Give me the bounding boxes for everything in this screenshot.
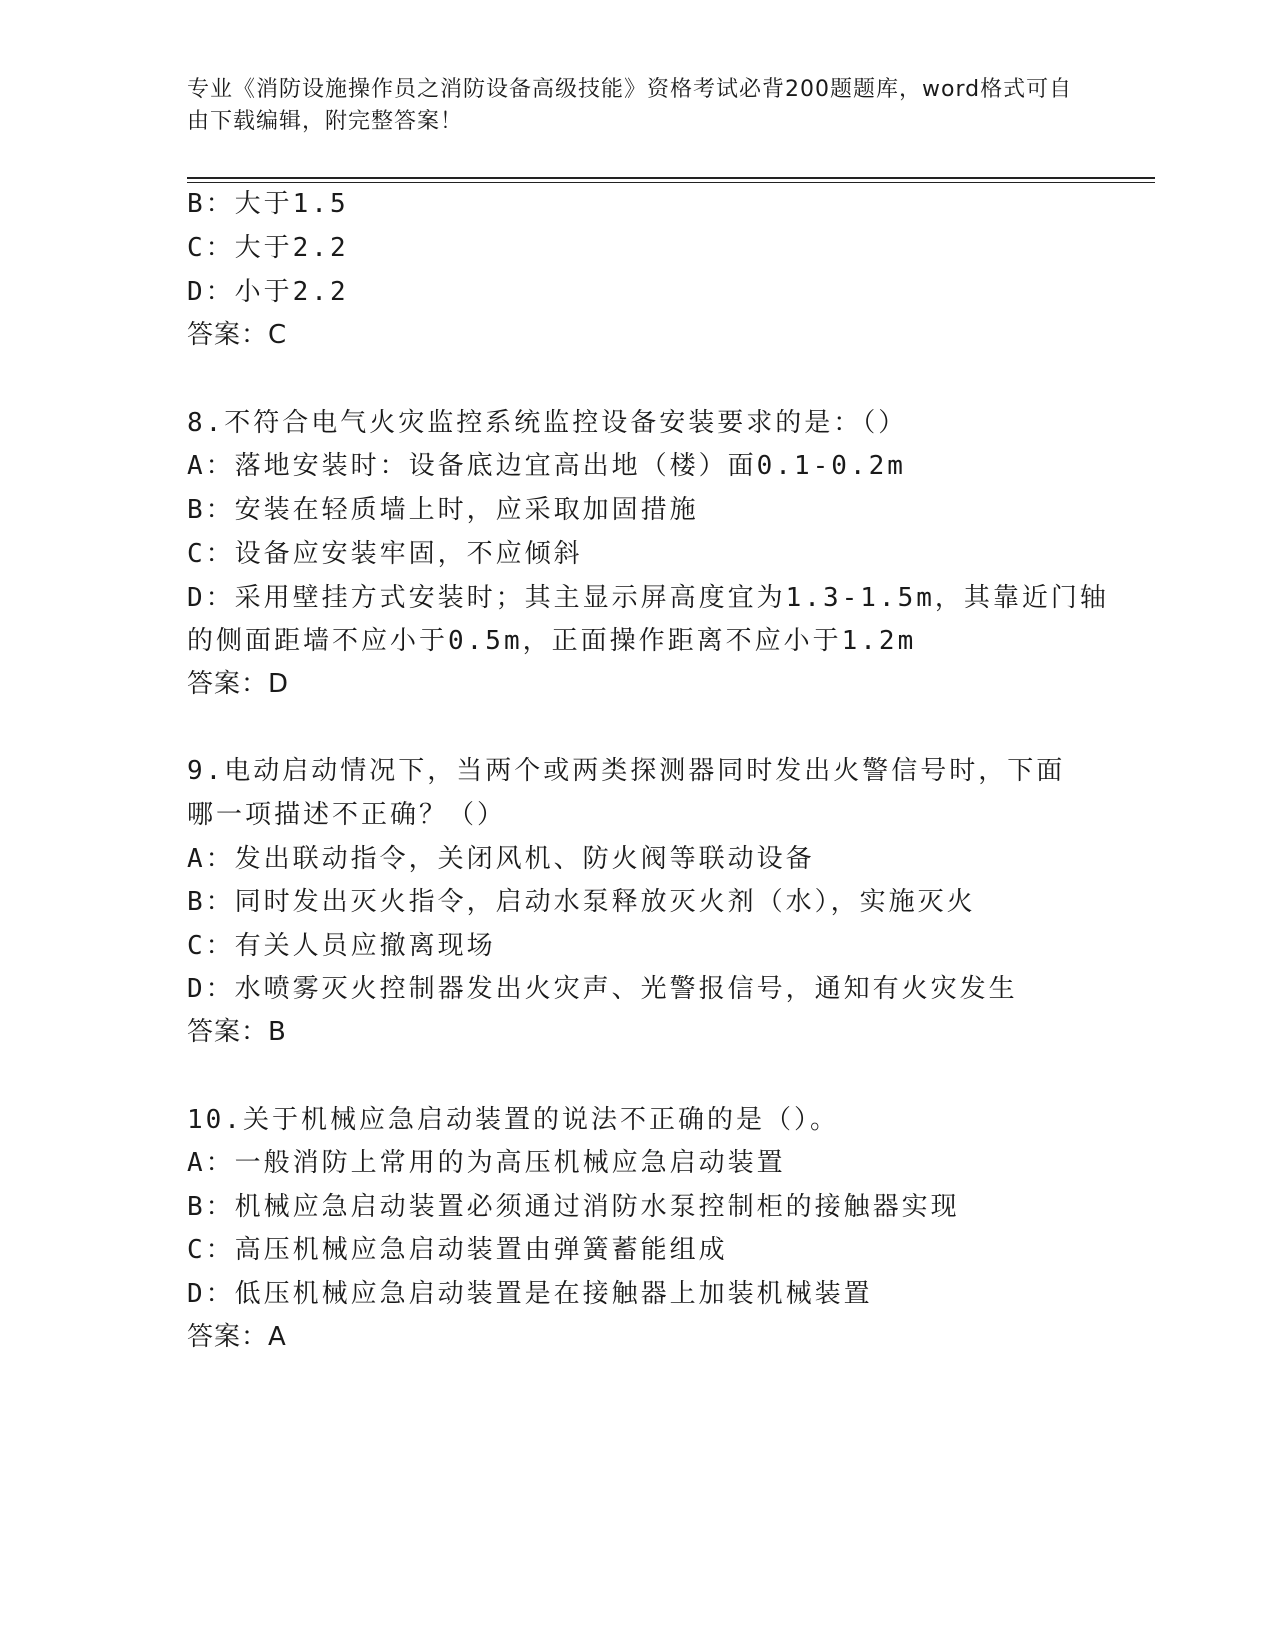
q10-option-c: C：高压机械应急启动装置由弹簧蓄能组成	[187, 1235, 728, 1265]
q8-answer: 答案：D	[187, 669, 290, 699]
prev-option-c: C：大于2.2	[187, 233, 349, 263]
q10-option-d: D：低压机械应急启动装置是在接触器上加装机械装置	[187, 1279, 873, 1309]
q8-option-c: C：设备应安装牢固，不应倾斜	[187, 539, 583, 569]
q9-option-c: C：有关人员应撤离现场	[187, 931, 496, 961]
q8-option-a: A：落地安装时：设备底边宜高出地（楼）面0.1-0.2m	[187, 451, 906, 481]
q8-option-b: B：安装在轻质墙上时，应采取加固措施	[187, 495, 699, 525]
q9-option-a: A：发出联动指令，关闭风机、防火阀等联动设备	[187, 844, 815, 874]
q9-question-line2: 哪一项描述不正确？（）	[187, 800, 507, 830]
document-header: 专业《消防设施操作员之消防设备高级技能》资格考试必背200题题库，word格式可自由下载编辑，附完整答案！	[187, 77, 1073, 134]
q10-option-a: A：一般消防上常用的为高压机械应急启动装置	[187, 1148, 786, 1178]
q9-answer: 答案：B	[187, 1017, 287, 1047]
q9-question-line1: 9.电动启动情况下，当两个或两类探测器同时发出火警信号时，下面	[187, 756, 1066, 786]
q9-option-d: D：水喷雾灭火控制器发出火灾声、光警报信号，通知有火灾发生	[187, 974, 1018, 1004]
q10-answer: 答案：A	[187, 1322, 287, 1352]
q8-option-d: D：采用壁挂方式安装时；其主显示屏高度宜为1.3-1.5m，其靠近门轴	[187, 583, 1109, 613]
prev-answer: 答案：C	[187, 320, 288, 350]
header-rule-thick	[187, 177, 1155, 179]
prev-option-b: B：大于1.5	[187, 189, 349, 219]
q9-option-b: B：同时发出灭火指令，启动水泵释放灭火剂（水），实施灭火	[187, 887, 976, 917]
q8-question: 8.不符合电气火灾监控系统监控设备安装要求的是：（）	[187, 408, 908, 438]
header-rule-thin	[187, 182, 1155, 183]
prev-option-d: D：小于2.2	[187, 277, 349, 307]
q10-question: 10.关于机械应急启动装置的说法不正确的是（）。	[187, 1105, 839, 1135]
q8-option-d-continued: 的侧面距墙不应小于0.5m，正面操作距离不应小于1.2m	[187, 626, 917, 656]
q10-option-b: B：机械应急启动装置必须通过消防水泵控制柜的接触器实现	[187, 1192, 960, 1222]
